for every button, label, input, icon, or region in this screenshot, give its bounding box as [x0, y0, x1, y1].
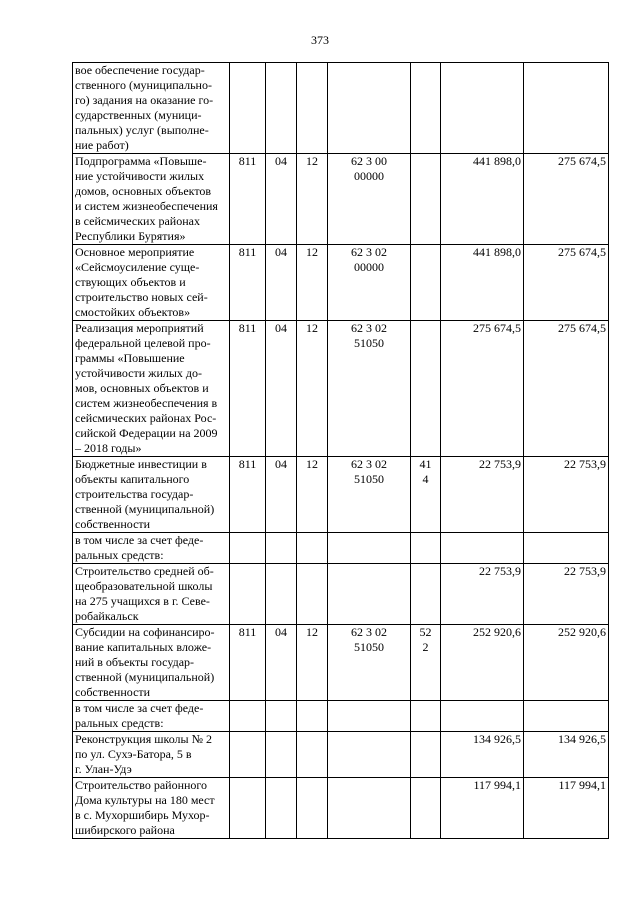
cell-amount-2: 275 674,5	[524, 154, 609, 245]
table-body	[73, 63, 609, 839]
cell-name: Реконструкция школы № 2 по ул. Сухэ-Батора, 5 в г. Улан-Удэ	[73, 732, 230, 778]
cell-subsection	[297, 63, 328, 154]
cell-admin-code: 811	[230, 154, 266, 245]
cell-amount-1: 275 674,5	[441, 321, 524, 457]
cell-amount-2	[524, 701, 609, 732]
cell-subsection: 12	[297, 154, 328, 245]
cell-amount-1: 22 753,9	[441, 564, 524, 625]
cell-expense-type	[411, 245, 441, 321]
cell-subsection	[297, 564, 328, 625]
cell-amount-1: 22 753,9	[441, 457, 524, 533]
cell-amount-2: 22 753,9	[524, 564, 609, 625]
cell-amount-1: 441 898,0	[441, 245, 524, 321]
cell-expense-type	[411, 778, 441, 839]
table-row	[73, 732, 609, 778]
cell-admin-code: 811	[230, 245, 266, 321]
cell-name: Строительство районного Дома культуры на 180 мест в с. Мухоршибирь Мухор- шибирского района	[73, 778, 230, 839]
cell-admin-code	[230, 732, 266, 778]
cell-name: вое обеспечение государ- ственного (муниципально- го) задания на оказание го- сударственных (муници- пальных) услуг (выполне- ние работ)	[73, 63, 230, 154]
cell-admin-code	[230, 778, 266, 839]
cell-amount-2: 134 926,5	[524, 732, 609, 778]
cell-section: 04	[266, 625, 297, 701]
cell-section	[266, 778, 297, 839]
cell-target-article: 62 3 02 00000	[328, 245, 411, 321]
cell-amount-1	[441, 701, 524, 732]
cell-name: Реализация мероприятий федеральной целевой про- граммы «Повышение устойчивости жилых до- мов, основных объектов и систем жизнеобеспечения в сейсмических районах Рос- сийской Федерации на 2009 – 2018 годы»	[73, 321, 230, 457]
table-row	[73, 63, 609, 154]
table-row	[73, 457, 609, 533]
cell-admin-code	[230, 564, 266, 625]
cell-expense-type	[411, 154, 441, 245]
cell-name: в том числе за счет феде- ральных средств:	[73, 701, 230, 732]
cell-amount-1	[441, 63, 524, 154]
cell-target-article: 62 3 02 51050	[328, 625, 411, 701]
cell-section	[266, 701, 297, 732]
cell-name: Строительство средней об- щеобразовательной школы на 275 учащихся в г. Севе- робайкальск	[73, 564, 230, 625]
table-row	[73, 625, 609, 701]
cell-name: Основное мероприятие «Сейсмоусиление суще- ствующих объектов и строительство новых сей- смостойких объектов»	[73, 245, 230, 321]
table-row	[73, 154, 609, 245]
cell-admin-code	[230, 701, 266, 732]
cell-section	[266, 533, 297, 564]
cell-subsection: 12	[297, 457, 328, 533]
cell-target-article	[328, 732, 411, 778]
cell-target-article	[328, 701, 411, 732]
cell-target-article	[328, 564, 411, 625]
cell-amount-1	[441, 533, 524, 564]
cell-section	[266, 63, 297, 154]
cell-subsection: 12	[297, 625, 328, 701]
cell-amount-2	[524, 63, 609, 154]
cell-name: в том числе за счет феде- ральных средств:	[73, 533, 230, 564]
cell-amount-2: 275 674,5	[524, 321, 609, 457]
cell-section: 04	[266, 457, 297, 533]
cell-section	[266, 732, 297, 778]
table-row	[73, 564, 609, 625]
cell-expense-type	[411, 701, 441, 732]
cell-expense-type	[411, 321, 441, 457]
table-row	[73, 778, 609, 839]
cell-amount-2: 275 674,5	[524, 245, 609, 321]
cell-target-article	[328, 533, 411, 564]
cell-expense-type: 52 2	[411, 625, 441, 701]
budget-table	[72, 62, 609, 839]
cell-name: Подпрограмма «Повыше- ние устойчивости жилых домов, основных объектов и систем жизнеобеспечения в сейсмических районах Республики Бурятия»	[73, 154, 230, 245]
cell-section	[266, 564, 297, 625]
cell-admin-code: 811	[230, 625, 266, 701]
table-row	[73, 321, 609, 457]
cell-subsection: 12	[297, 321, 328, 457]
cell-target-article	[328, 63, 411, 154]
cell-admin-code	[230, 533, 266, 564]
cell-amount-2: 22 753,9	[524, 457, 609, 533]
cell-subsection: 12	[297, 245, 328, 321]
cell-admin-code	[230, 63, 266, 154]
cell-target-article	[328, 778, 411, 839]
cell-admin-code: 811	[230, 457, 266, 533]
cell-target-article: 62 3 00 00000	[328, 154, 411, 245]
cell-target-article: 62 3 02 51050	[328, 321, 411, 457]
cell-subsection	[297, 732, 328, 778]
cell-target-article: 62 3 02 51050	[328, 457, 411, 533]
table-row	[73, 245, 609, 321]
cell-expense-type: 41 4	[411, 457, 441, 533]
cell-admin-code: 811	[230, 321, 266, 457]
page-number: 373	[311, 33, 329, 47]
cell-amount-1: 441 898,0	[441, 154, 524, 245]
cell-amount-1: 117 994,1	[441, 778, 524, 839]
cell-amount-2: 117 994,1	[524, 778, 609, 839]
cell-subsection	[297, 778, 328, 839]
cell-expense-type	[411, 732, 441, 778]
cell-amount-1: 252 920,6	[441, 625, 524, 701]
cell-amount-2	[524, 533, 609, 564]
cell-subsection	[297, 533, 328, 564]
cell-section: 04	[266, 321, 297, 457]
cell-expense-type	[411, 63, 441, 154]
cell-name: Бюджетные инвестиции в объекты капитального строительства государ- ственной (муниципальной) собственности	[73, 457, 230, 533]
cell-amount-2: 252 920,6	[524, 625, 609, 701]
cell-section: 04	[266, 245, 297, 321]
cell-amount-1: 134 926,5	[441, 732, 524, 778]
cell-expense-type	[411, 564, 441, 625]
cell-expense-type	[411, 533, 441, 564]
table-row	[73, 701, 609, 732]
table-row	[73, 533, 609, 564]
cell-subsection	[297, 701, 328, 732]
cell-section: 04	[266, 154, 297, 245]
cell-name: Субсидии на софинансиро- вание капитальных вложе- ний в объекты государ- ственной (муниципальной) собственности	[73, 625, 230, 701]
